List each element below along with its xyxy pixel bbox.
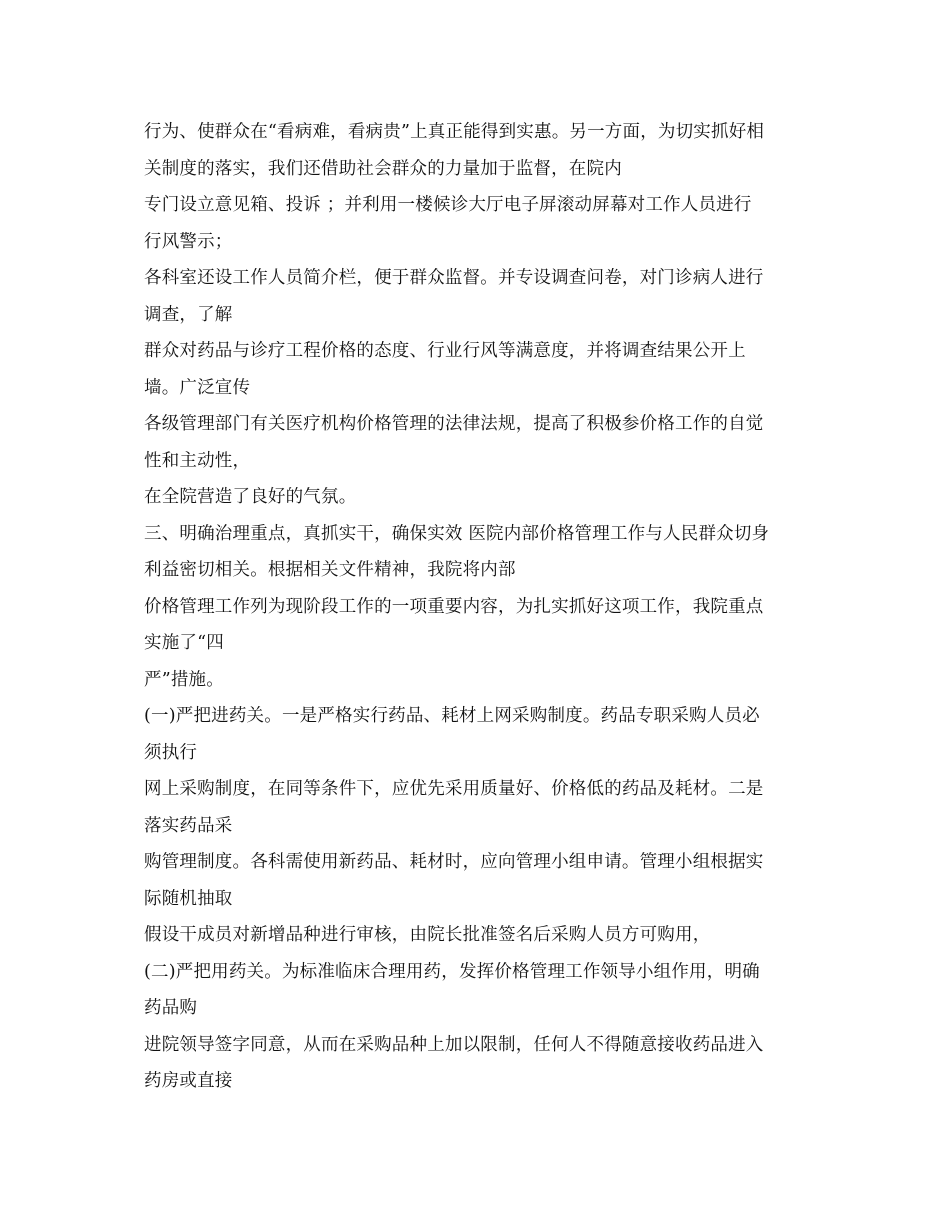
text-line: 群众对药品与诊疗工程价格的态度、行业行风等满意度，并将调查结果公开上 <box>144 341 746 361</box>
document-body <box>144 114 824 1100</box>
text-line: 三、明确治理重点，真抓实干，确保实效 医院内部价格管理工作与人民群众切身 <box>144 523 770 544</box>
text-line: 行为、使群众在“看病难，看病贵”上真正能得到实惠。另一方面，为切实抓好相 <box>144 122 765 142</box>
text-line: 各科室还设工作人员简介栏，便于群众监督。并专设调查问卷，对门诊病人进行 <box>144 268 764 288</box>
text-line: 价格管理工作列为现阶段工作的一项重要内容，为扎实抓好这项工作，我院重点 <box>144 596 764 617</box>
text-line: 进院领导签字同意，从而在采购品种上加以限制，任何人不得随意接收药品进入 <box>144 1034 764 1055</box>
text-line: 假设干成员对新增品种进行审核，由院长批准签名后采购人员方可购用， <box>144 925 711 945</box>
text-line: 际随机抽取 <box>144 888 233 909</box>
text-line: 专门设立意见箱、投诉 ；并利用一楼候诊大厅电子屏滚动屏幕对工作人员进行 <box>144 195 752 215</box>
text-line: 性和主动性， <box>144 450 251 471</box>
text-line: 调查，了解 <box>144 304 233 325</box>
text-line: 药房或直接 <box>144 1071 233 1091</box>
text-line: 须执行 <box>144 742 198 763</box>
text-line: 墙。广泛宣传 <box>144 377 251 398</box>
text-line: 严”措施。 <box>144 669 224 690</box>
text-line: 网上采购制度，在同等条件下，应优先采用质量好、价格低的药品及耗材。二是 <box>144 779 764 799</box>
text-line: 购管理制度。各科需使用新药品、耗材时，应向管理小组申请。管理小组根据实 <box>144 852 764 872</box>
text-line: 关制度的落实，我们还借助社会群众的力量加于监督，在院内 <box>144 158 622 179</box>
text-line: (一)严把进药关。一是严格实行药品、耗材上网采购制度。药品专职采购人员必 <box>144 706 760 726</box>
text-line: (二)严把用药关。为标准临床合理用药，发挥价格管理工作领导小组作用，明确 <box>144 961 760 982</box>
text-line: 实施了“四 <box>144 633 224 653</box>
text-line: 利益密切相关。根据相关文件精神，我院将内部 <box>144 560 516 580</box>
text-line: 落实药品采 <box>144 815 233 836</box>
text-line: 在全院营造了良好的气氛。 <box>144 487 357 507</box>
text-line: 行风警示； <box>144 231 233 252</box>
text-line: 药品购 <box>144 998 198 1018</box>
text-line: 各级管理部门有关医疗机构价格管理的法律法规，提高了积极参价格工作的自觉 <box>144 414 764 434</box>
